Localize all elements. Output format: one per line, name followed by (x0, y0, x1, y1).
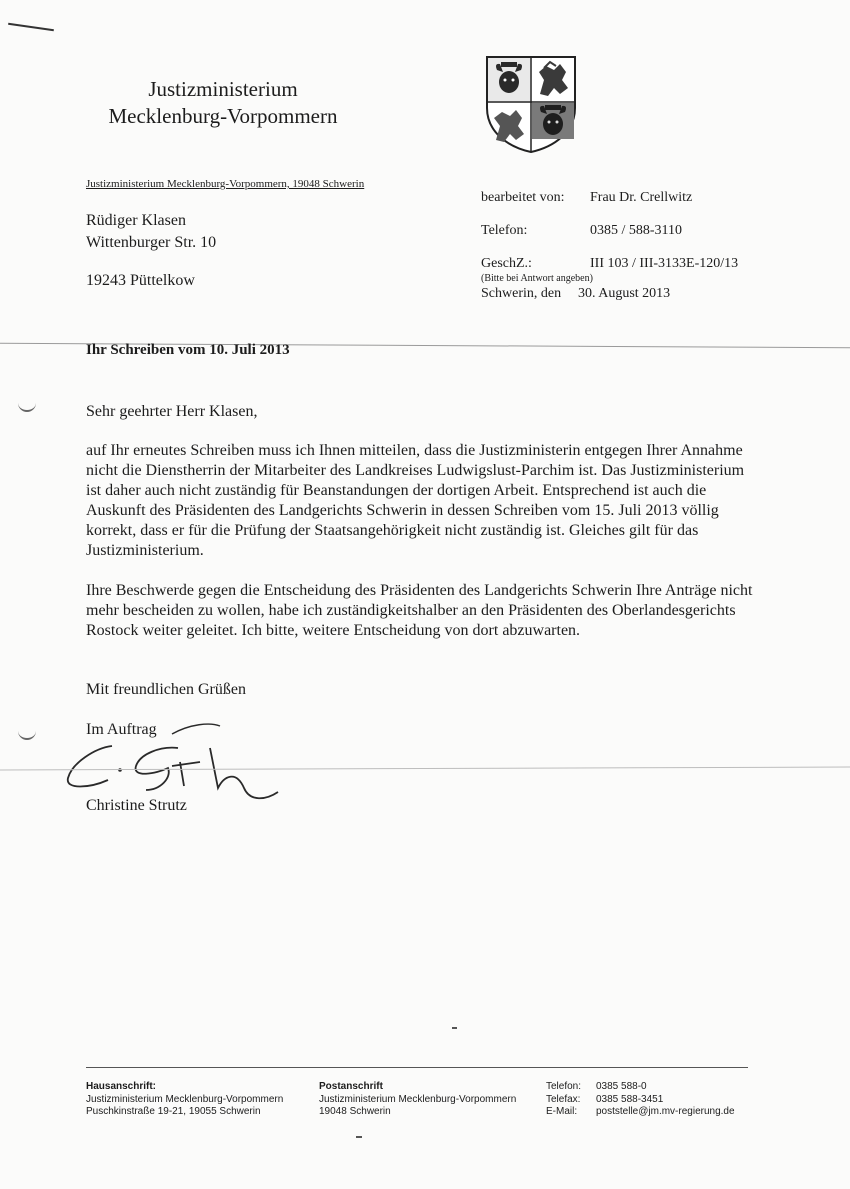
footer-fax-value: 0385 588-3451 (596, 1093, 664, 1105)
phone-value: 0385 / 588-3110 (590, 223, 683, 238)
footer-contact-labels (546, 1081, 581, 1119)
footer-house-address (86, 1081, 283, 1119)
recipient-street: Wittenburger Str. 10 (86, 234, 217, 251)
postal-address-line1: Justizministerium Mecklenburg-Vorpommern (319, 1093, 517, 1105)
footer-phone-label: Telefon: (546, 1081, 582, 1092)
footer-postal-address (319, 1081, 516, 1119)
letter-body (86, 441, 756, 661)
reference-note: (Bitte bei Antwort angeben) (481, 273, 593, 284)
scan-speck (452, 1027, 457, 1029)
recipient-address (86, 210, 216, 292)
footer-phone-value: 0385 588-0 (596, 1081, 647, 1092)
footer-email-link[interactable]: poststelle@jm.mv-regierung.de (596, 1106, 735, 1117)
house-address-line2: Puschkinstraße 19-21, 19055 Schwerin (86, 1106, 261, 1117)
place-date-label: Schwerin, den (481, 286, 562, 301)
reference-label: GeschZ.: (481, 256, 532, 271)
ministry-heading (82, 76, 364, 130)
phone-label: Telefon: (481, 223, 528, 238)
punch-mark (18, 402, 36, 412)
body-paragraph: auf Ihr erneutes Schreiben muss ich Ihnen mitteilen, dass die Justizministerin entgegen Ihrer Annahme nicht die Dienstherrin der Mitarbeiter des Landkreises Ludwigslust-Parchim ist. Das Justizministerium ist daher auch nicht zuständig für Beanstandungen der dortigen Arbeit. Entsprechend ist auch die Auskunft des Präsidenten des Landgerichts Schwerin in dessen Schreiben vom 15. Juli 2013 völlig korrekt, dass er für die Prüfung der Staatsangehörigkeit nicht zuständig ist. Gleiches gilt für das Justizministerium. (86, 442, 745, 559)
return-address: Justizministerium Mecklenburg-Vorpommern, 19048 Schwerin (86, 178, 365, 190)
subject-line: Ihr Schreiben vom 10. Juli 2013 (86, 342, 290, 358)
ministry-name-line1: Justizministerium (148, 77, 298, 101)
recipient-name: Rüdiger Klasen (86, 212, 186, 229)
handled-by-value: Frau Dr. Crellwitz (590, 190, 693, 205)
coat-of-arms-icon (484, 54, 578, 154)
body-paragraph: Ihre Beschwerde gegen die Entscheidung des Präsidenten des Landgerichts Schwerin Ihre Anträge nicht mehr bescheiden zu wollen, habe ich zuständigkeitshalber an den Präsidenten des Oberlandesgerichts Rostock weiter geleitet. Ich bitte, weitere Entscheidung von dort abzuwarten. (86, 582, 753, 639)
house-address-label: Hausanschrift: (86, 1081, 157, 1092)
reference-value: III 103 / III-3133E-120/13 (590, 256, 739, 271)
punch-mark (18, 730, 36, 740)
scan-speck (356, 1136, 362, 1138)
salutation: Sehr geehrter Herr Klasen, (86, 403, 258, 420)
footer-email-label: E-Mail: (546, 1106, 578, 1117)
handled-by-label: bearbeitet von: (481, 190, 565, 205)
letter-date: 30. August 2013 (578, 286, 671, 301)
footer-fax-label: Telefax: (546, 1093, 581, 1105)
signatory-name: Christine Strutz (86, 797, 187, 814)
on-behalf: Im Auftrag (86, 721, 157, 738)
footer-rule (86, 1067, 748, 1068)
ministry-name-line2: Mecklenburg-Vorpommern (108, 104, 338, 128)
footer-contact-values (596, 1081, 735, 1119)
closing: Mit freundlichen Grüßen (86, 681, 246, 698)
house-address-line1: Justizministerium Mecklenburg-Vorpommern (86, 1093, 284, 1105)
postal-address-label: Postanschrift (319, 1081, 383, 1092)
postal-address-line2: 19048 Schwerin (319, 1106, 391, 1117)
scan-mark (8, 23, 54, 31)
recipient-city: 19243 Püttelkow (86, 272, 195, 289)
